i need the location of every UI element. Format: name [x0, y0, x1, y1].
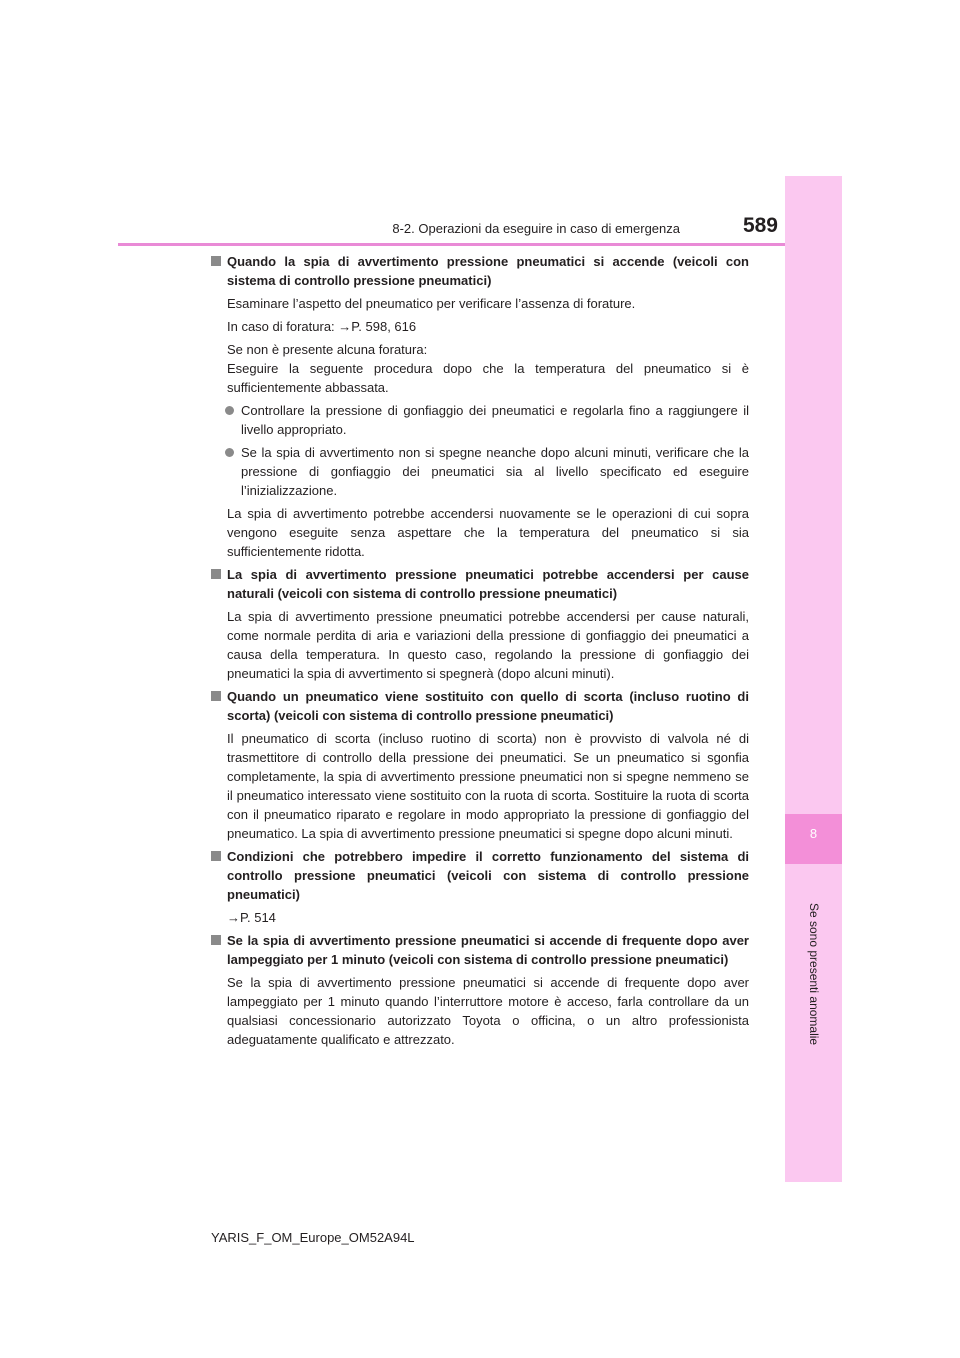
section-heading: Se la spia di avvertimento pressione pneumatici si accende di frequente dopo aver lampeggiato per 1 minuto (veicoli con sistema di controllo pressione pneumatici) — [211, 931, 749, 969]
square-bullet-icon — [211, 569, 221, 579]
header-divider — [118, 243, 785, 246]
page-content — [211, 252, 749, 1053]
square-bullet-icon — [211, 935, 221, 945]
circle-bullet-icon — [225, 448, 234, 457]
section-reference: 8-2. Operazioni da eseguire in caso di emergenza — [392, 221, 680, 236]
chapter-title: Se sono presenti anomalie — [807, 903, 821, 1046]
section-heading: Quando la spia di avvertimento pressione pneumatici si accende (veicoli con sistema di controllo pressione pneumatici) — [211, 252, 749, 290]
section-heading: Quando un pneumatico viene sostituito con quello di scorta (incluso ruotino di scorta) (veicoli con sistema di controllo pressione pneumatici) — [211, 687, 749, 725]
bullet-item: Controllare la pressione di gonfiaggio dei pneumatici e regolarla fino a raggiungere il livello appropriato. — [211, 401, 749, 439]
square-bullet-icon — [211, 691, 221, 701]
paragraph: Se la spia di avvertimento pressione pneumatici si accende di frequente dopo aver lampeggiato per 1 minuto quando l’interruttore motore è acceso, farla controllare da un qualsiasi concessionario autorizzato Toyota o officina, o un altro professionista adeguatamente qualificato e attrezzato. — [227, 975, 749, 1047]
bullet-item: Se la spia di avvertimento non si spegne neanche dopo alcuni minuti, verificare che la pressione di gonfiaggio dei pneumatici sia al livello specificato ed eseguire l’inizializzazione. — [211, 443, 749, 500]
square-bullet-icon — [211, 256, 221, 266]
paragraph: Il pneumatico di scorta (incluso ruotino di scorta) non è provvisto di valvola né di trasmettitore di controllo della pressione dei pneumatici. Se un pneumatico si sgonfia completamente, la spia di avvertimento pressione pneumatici non si spegne nemmeno se il pneumatico interessato viene sostituito con la ruota di scorta. Sostituire la ruota di scorta con il pneumatico riparato e regolare in modo appropriato la pressione di gonfiaggio del pneumatico. La spia di avvertimento pressione pneumatici si spegne dopo alcuni minuti. — [227, 731, 749, 841]
circle-bullet-icon — [225, 406, 234, 415]
paragraph: Esaminare l’aspetto del pneumatico per verificare l’assenza di forature. — [227, 296, 636, 311]
paragraph: La spia di avvertimento potrebbe accendersi nuovamente se le operazioni di cui sopra vengono eseguite senza aspettare che la temperatura del pneumatico si sia sufficientemente ridotta. — [227, 506, 749, 559]
section-heading: Condizioni che potrebbero impedire il corretto funzionamento del sistema di controllo pressione pneumatici (veicoli con sistema di controllo pressione pneumatici) — [211, 847, 749, 904]
paragraph: La spia di avvertimento pressione pneumatici potrebbe accendersi per cause naturali, come normale perdita di aria e variazioni della pressione di gonfiaggio dei pneumatici a causa della temperatura. In questo caso, regolando la pressione di gonfiaggio dei pneumatici la spia di avvertimento si spegnerà (dopo alcuni minuti). — [227, 609, 749, 681]
paragraph: In caso di foratura: →P. 598, 616 — [227, 319, 417, 334]
document-code: YARIS_F_OM_Europe_OM52A94L — [211, 1230, 415, 1245]
section-heading: La spia di avvertimento pressione pneumatici potrebbe accendersi per cause naturali (veicoli con sistema di controllo pressione pneumatici) — [211, 565, 749, 603]
page-number: 589 — [742, 214, 778, 237]
page-reference: →P. 514 — [227, 910, 276, 925]
square-bullet-icon — [211, 851, 221, 861]
paragraph: Se non è presente alcuna foratura: Eseguire la seguente procedura dopo che la temperatura del pneumatico si è sufficientemente abbassata. — [227, 342, 749, 395]
chapter-number: 8 — [809, 826, 818, 841]
